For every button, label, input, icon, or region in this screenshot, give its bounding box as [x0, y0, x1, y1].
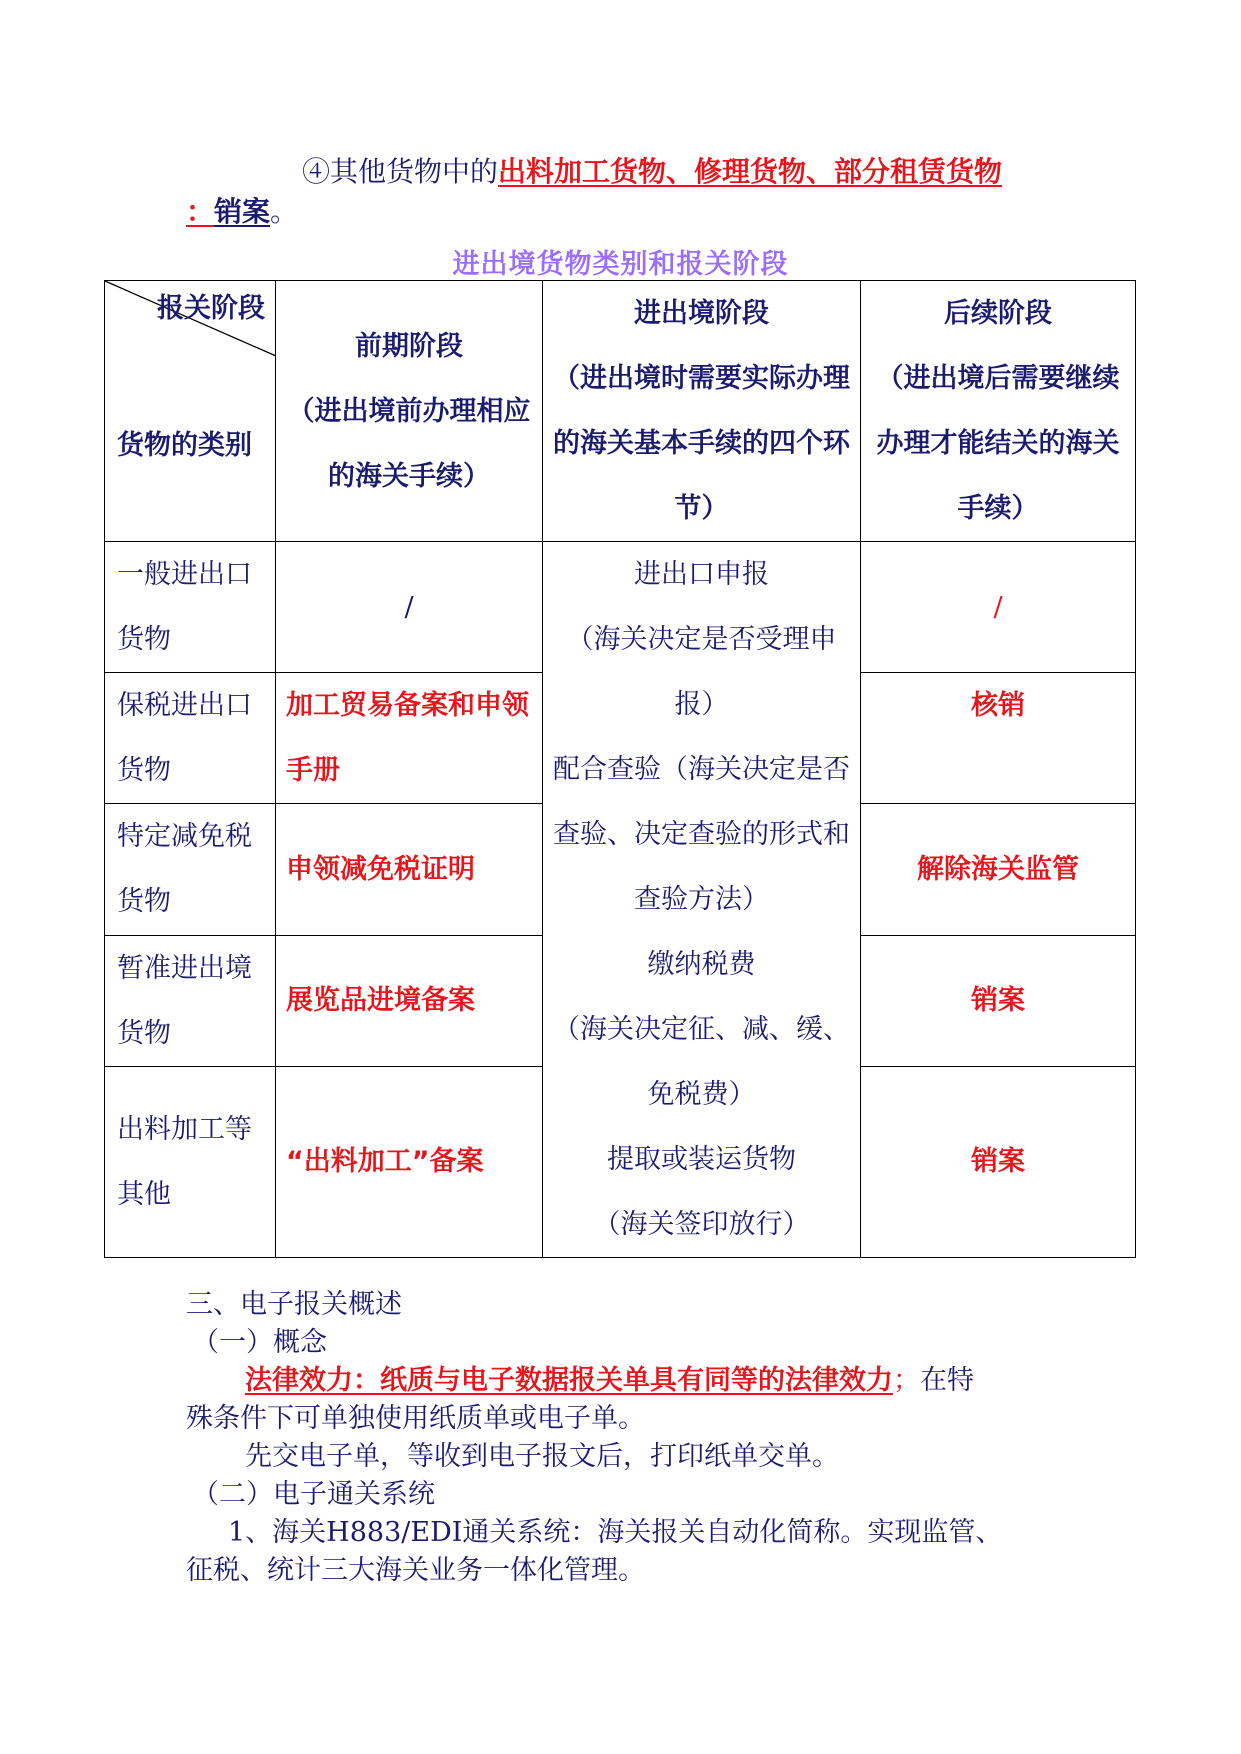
row-pre: /	[276, 542, 543, 673]
table-row	[105, 542, 1136, 673]
legal-effect-highlight: 法律效力：纸质与电子数据报关单具有同等的法律效力	[245, 1365, 893, 1396]
row-pre: 展览品进境备案	[276, 935, 543, 1066]
header-in	[543, 281, 861, 542]
middle-line-5: （海关决定征、减、缓、免税费）	[553, 1014, 850, 1110]
corner-bottom-label: 货物的类别	[117, 430, 252, 461]
legal-effect-semicolon: ；	[893, 1365, 920, 1396]
intro-line-1	[302, 150, 1002, 190]
intro-xiaoan: 销案	[214, 195, 271, 228]
header-post-desc: （进出境后需要继续办理才能结关的海关手续）	[876, 363, 1120, 524]
row-post: 解除海关监管	[861, 804, 1136, 935]
middle-line-7: （海关签印放行）	[593, 1209, 810, 1240]
system-item-1-continued: 征税、统计三大海关业务一体化管理。	[186, 1555, 645, 1586]
header-pre	[276, 281, 543, 542]
system-item-1: 1、海关H883/EDI通关系统：海关报关自动化简称。实现监管、	[228, 1517, 1003, 1548]
header-pre-title: 前期阶段	[355, 330, 463, 362]
subsection-concept: （一）概念	[192, 1327, 327, 1358]
header-post	[861, 281, 1136, 542]
row-pre: 加工贸易备案和申领手册	[276, 673, 543, 804]
row-pre: 申领减免税证明	[276, 804, 543, 935]
row-pre: “出料加工”备案	[276, 1066, 543, 1257]
header-in-title: 进出境阶段	[634, 298, 769, 329]
intro-prefix: ④其他货物中的	[302, 155, 499, 188]
legal-effect-line	[245, 1358, 974, 1397]
row-category: 一般进出口货物	[105, 542, 276, 673]
row-post: /	[861, 542, 1136, 673]
legal-effect-tail: 在特	[920, 1365, 974, 1396]
middle-line-3: 配合查验（海关决定是否查验、决定查验的形式和查验方法）	[553, 754, 850, 915]
intro-highlight: 出料加工货物、修理货物、部分租赁货物	[498, 155, 1003, 188]
corner-cell	[105, 281, 276, 542]
table-caption: 进出境货物类别和报关阶段	[452, 249, 789, 280]
middle-line-4: 缴纳税费	[647, 949, 756, 980]
middle-line-1: 进出口申报	[634, 559, 769, 590]
row-post: 销案	[861, 935, 1136, 1066]
header-pre-desc: （进出境前办理相应的海关手续）	[287, 395, 531, 492]
intro-colon: ：	[186, 195, 215, 228]
intro-period: 。	[270, 195, 299, 228]
middle-line-6: 提取或装运货物	[607, 1144, 796, 1175]
corner-top-label: 报关阶段	[157, 293, 265, 324]
row-category: 特定减免税货物	[105, 804, 276, 935]
intro-line-2	[186, 190, 298, 230]
section-heading: 三、电子报关概述	[186, 1289, 402, 1320]
middle-line-2: （海关决定是否受理申报）	[566, 624, 837, 720]
subsection-system: （二）电子通关系统	[192, 1479, 435, 1510]
row-post: 销案	[861, 1066, 1136, 1257]
row-post: 核销	[861, 673, 1136, 804]
customs-stage-table	[104, 280, 1136, 1258]
header-in-desc: （进出境时需要实际办理的海关基本手续的四个环节）	[553, 363, 850, 524]
middle-stage-cell	[543, 542, 861, 1258]
table-header-row	[105, 281, 1136, 542]
row-category: 出料加工等其他	[105, 1066, 276, 1257]
row-category: 暂准进出境货物	[105, 935, 276, 1066]
row-category: 保税进出口货物	[105, 673, 276, 804]
legal-effect-continued: 殊条件下可单独使用纸质单或电子单。	[186, 1403, 645, 1434]
procedure-note: 先交电子单，等收到电子报文后，打印纸单交单。	[245, 1441, 839, 1472]
header-post-title: 后续阶段	[944, 298, 1052, 329]
